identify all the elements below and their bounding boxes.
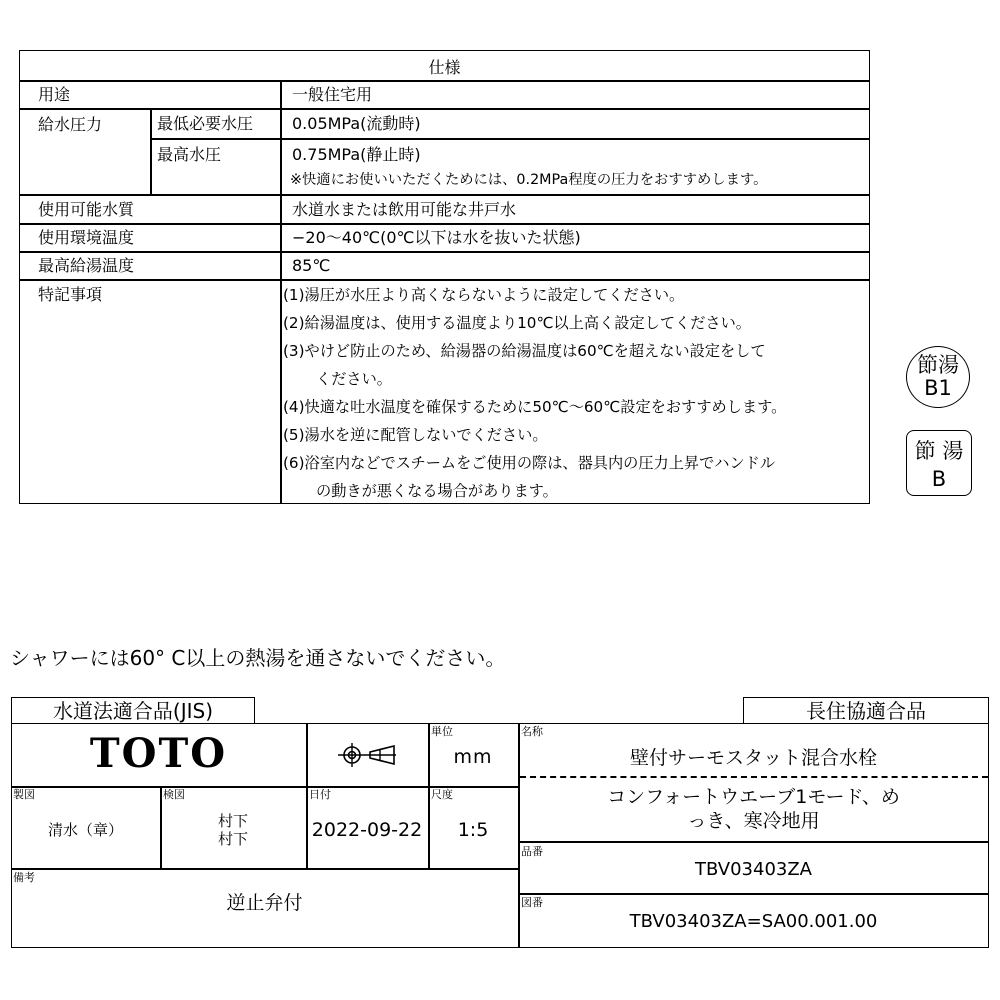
unit-value: mm xyxy=(453,746,493,768)
name-separator xyxy=(520,776,988,778)
remarks-label: 備考 xyxy=(13,871,35,884)
projection-symbol-icon xyxy=(336,740,400,770)
note-line: (2)給湯温度は、使用する温度より10℃以上高く設定してください。 xyxy=(283,314,751,332)
use-label: 用途 xyxy=(38,85,71,104)
max-pressure-value: 0.75MPa(静止時) xyxy=(292,145,421,164)
badge-top-text: 節湯 xyxy=(917,353,959,377)
spec-divider xyxy=(19,194,870,196)
note-line: の動きが悪くなる場合があります。 xyxy=(316,482,558,500)
tb-divider xyxy=(518,893,989,895)
pressure-note: ※快適にお使いいただくためには、0.2MPa程度の圧力をおすすめします。 xyxy=(290,172,768,188)
housing-cert-box xyxy=(743,697,989,724)
note-line: (6)浴室内などでスチームをご使用の際は、器具内の圧力上昇でハンドル xyxy=(283,454,776,472)
notes-label: 特記事項 xyxy=(38,285,103,304)
unit-label: 単位 xyxy=(431,725,453,738)
part-number-label: 品番 xyxy=(521,845,543,858)
part-number-value: TBV03403ZA xyxy=(694,859,812,880)
max-pressure-label: 最高水圧 xyxy=(157,145,222,164)
date-label: 日付 xyxy=(309,788,331,801)
checked-value: 村下 xyxy=(217,812,248,830)
water-quality-value: 水道水または飲用可能な井戸水 xyxy=(292,200,517,219)
spec-divider xyxy=(150,108,152,194)
spec-divider xyxy=(19,279,870,281)
toto-logo: TOTO xyxy=(89,730,228,777)
spec-divider xyxy=(280,80,282,504)
spec-divider xyxy=(150,138,870,140)
spec-divider xyxy=(19,80,870,82)
jis-cert-label: 水道法適合品(JIS) xyxy=(52,699,214,723)
product-description: っき、寒冷地用 xyxy=(687,810,820,832)
scale-value: 1:5 xyxy=(457,819,489,841)
badge-bottom-text: B1 xyxy=(924,376,952,400)
spec-divider xyxy=(19,223,870,225)
note-line: (5)湯水を逆に配管しないでください。 xyxy=(283,426,548,444)
badge-bottom-text: B xyxy=(931,467,947,491)
spec-title: 仕様 xyxy=(428,58,461,77)
spec-divider xyxy=(19,108,870,110)
water-quality-label: 使用可能水質 xyxy=(38,200,135,219)
drafted-label: 製図 xyxy=(13,788,35,801)
use-value: 一般住宅用 xyxy=(292,85,373,104)
tb-divider xyxy=(11,868,518,870)
note-line: (4)快適な吐水温度を確保するために50℃〜60℃設定をおすすめします。 xyxy=(283,398,787,416)
tb-divider xyxy=(306,723,308,868)
env-temp-value: −20〜40℃(0℃以下は水を抜いた状態) xyxy=(292,228,581,247)
hot-water-warning: シャワーには60° C以上の熱湯を通さないでください。 xyxy=(10,646,506,670)
scale-label: 尺度 xyxy=(431,788,453,801)
max-hot-value: 85℃ xyxy=(292,256,331,275)
note-line: (3)やけど防止のため、給湯器の給湯温度は60℃を超えない設定をして xyxy=(283,342,766,360)
drawing-number-value: TBV03403ZA=SA00.001.00 xyxy=(629,911,878,932)
jis-cert-box xyxy=(11,697,255,724)
water-saving-b-badge xyxy=(906,430,972,496)
pressure-label: 給水圧力 xyxy=(38,115,103,134)
name-label: 名称 xyxy=(521,725,543,738)
product-description: コンフォートウエーブ1モード、め xyxy=(607,786,900,808)
note-line: ください。 xyxy=(316,370,392,388)
min-pressure-value: 0.05MPa(流動時) xyxy=(292,114,421,133)
remarks-value: 逆止弁付 xyxy=(226,892,303,914)
env-temp-label: 使用環境温度 xyxy=(38,228,135,247)
max-hot-label: 最高給湯温度 xyxy=(38,256,135,275)
note-line: (1)湯圧が水圧より高くならないように設定してください。 xyxy=(283,286,685,304)
drawing-number-label: 図番 xyxy=(521,896,543,909)
housing-cert-label: 長住協適合品 xyxy=(806,699,926,723)
min-pressure-label: 最低必要水圧 xyxy=(157,114,254,133)
checked-label: 検図 xyxy=(163,788,185,801)
tb-divider xyxy=(518,841,989,843)
product-name: 壁付サーモスタット混合水栓 xyxy=(629,747,877,769)
tb-divider xyxy=(428,723,430,868)
date-value: 2022-09-22 xyxy=(311,819,423,841)
checked-value: 村下 xyxy=(217,830,248,848)
badge-top-text: 節 湯 xyxy=(914,439,964,463)
spec-divider xyxy=(19,251,870,253)
water-saving-b1-badge xyxy=(906,346,970,408)
drafted-value: 清水（章） xyxy=(47,821,123,839)
